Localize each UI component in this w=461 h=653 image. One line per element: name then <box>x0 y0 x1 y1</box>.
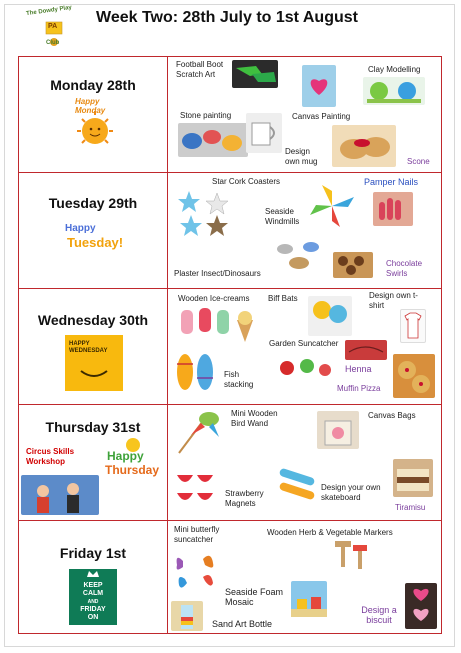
star-icon <box>177 189 233 237</box>
star-coasters-image <box>177 189 233 237</box>
bottle-icon <box>171 601 203 631</box>
activity-seaside-windmills: Seaside Windmills <box>265 207 300 226</box>
column-divider <box>167 57 168 633</box>
graphic-word-1: Happy <box>107 449 144 463</box>
painted-stones-image <box>178 123 248 157</box>
strawberry-magnets-image <box>173 467 219 509</box>
club-logo <box>24 4 84 50</box>
activity-clay-modelling: Clay Modelling <box>368 65 421 74</box>
stone-icon <box>178 123 248 157</box>
activity-star-cork-coasters: Star Cork Coasters <box>212 177 281 186</box>
plaster-insects-image <box>271 237 331 275</box>
butterfly-image <box>173 551 217 591</box>
activity-stone-painting: Stone painting <box>180 111 232 120</box>
scone-icon <box>332 125 396 167</box>
activity-plaster-insect: Plaster Insect/Dinosaurs <box>174 269 261 278</box>
activity-fish-stacking: Fish stacking <box>224 370 254 389</box>
day-label-wednesday: Wednesday 30th <box>37 312 149 328</box>
herb-markers-image <box>331 537 371 571</box>
activity-mini-wooden-bird-wand: Mini Wooden Bird Wand <box>231 409 278 428</box>
bag-icon <box>317 411 359 449</box>
graphic-word-2: Thursday <box>105 463 160 477</box>
activity-garden-suncatcher: Garden Suncatcher <box>269 339 339 348</box>
activity-football-boot: Football Boot Scratch Art <box>176 60 224 79</box>
windmill-icon <box>304 181 360 231</box>
activity-henna: Henna <box>345 364 372 374</box>
activity-sand-art-bottle: Sand Art Bottle <box>212 619 273 629</box>
bat-icon <box>308 296 352 336</box>
graphic-word-2: WEDNESDAY <box>69 348 108 354</box>
fish-icon <box>171 350 221 394</box>
heart-icon <box>302 65 336 107</box>
clay-snails-image <box>363 77 425 105</box>
activity-scone: Scone <box>407 157 430 166</box>
graphic-line-1: KEEP <box>83 582 103 589</box>
boot-art-image <box>232 60 278 88</box>
activity-muffin-pizza: Muffin Pizza <box>337 384 381 393</box>
activity-skateboard: Design your own skateboard <box>321 483 381 502</box>
bird-icon <box>173 407 227 457</box>
marker-icon <box>331 537 371 571</box>
activity-tiramisu: Tiramisu <box>395 503 426 512</box>
fish-stacking-image <box>171 350 221 394</box>
activity-circus-skills: Circus Skills Workshop <box>26 447 75 466</box>
biff-bats-image <box>308 296 352 336</box>
ice-cream-icon <box>177 306 261 346</box>
dinosaur-icon <box>271 237 331 275</box>
snail-icon <box>363 77 425 105</box>
activity-mini-butterfly-suncatcher: Mini butterfly suncatcher <box>174 525 220 544</box>
graphic-line-5: ON <box>87 614 99 621</box>
timetable-grid <box>18 56 442 634</box>
tshirt-icon <box>401 310 425 342</box>
muffin-pizza-image <box>393 354 435 398</box>
logo-line2: Club <box>46 40 60 46</box>
chocolate-swirls-image <box>333 252 373 278</box>
pizza-icon <box>393 354 435 398</box>
suncatcher-image <box>277 352 335 384</box>
activity-herb-markers: Wooden Herb & Vegetable Markers <box>267 528 393 537</box>
henna-image <box>345 340 387 360</box>
strawberry-icon <box>173 467 219 509</box>
activity-design-mug: Design own mug <box>285 147 318 166</box>
logo-badge: PA <box>48 23 58 30</box>
boot-icon <box>232 60 278 88</box>
activity-canvas-painting: Canvas Painting <box>292 112 351 121</box>
henna-hand-icon <box>345 340 387 360</box>
happy-thursday-graphic <box>99 435 165 487</box>
nails-image <box>373 192 413 226</box>
house-icon <box>291 581 327 617</box>
foam-mosaic-image <box>291 581 327 617</box>
heart-biscuit-icon <box>405 583 437 629</box>
butterfly-icon <box>173 551 217 591</box>
canvas-bag-image <box>317 411 359 449</box>
activity-design-tshirt: Design own t-shirt <box>369 291 418 310</box>
smile-icon <box>65 335 123 391</box>
bird-wand-image <box>173 407 227 457</box>
graphic-line-4: FRIDAY <box>80 606 106 613</box>
activity-seaside-foam-mosaic: Seaside Foam Mosaic <box>225 587 284 607</box>
row-divider <box>19 404 441 405</box>
row-divider <box>19 520 441 521</box>
sand-art-image <box>171 601 203 631</box>
hand-icon <box>373 192 413 226</box>
graphic-line-2: CALM <box>82 590 104 597</box>
day-label-thursday: Thursday 31st <box>45 419 141 435</box>
graphic-word-1: HAPPY <box>69 341 90 347</box>
happy-tuesday-graphic <box>63 223 133 259</box>
graphic-line-3: AND <box>87 599 99 605</box>
row-divider <box>19 288 441 289</box>
activity-chocolate-swirls: Chocolate Swirls <box>386 259 423 278</box>
graphic-word-1: Happy <box>65 223 96 234</box>
activity-pamper-nails: Pamper Nails <box>364 177 419 187</box>
activity-design-biscuit: Design a biscuit <box>361 605 397 625</box>
day-label-tuesday: Tuesday 29th <box>48 195 138 211</box>
tshirt-image <box>400 309 426 343</box>
graphic-word-2: Tuesday! <box>67 235 124 250</box>
mug-icon <box>246 113 282 153</box>
crown-icon <box>69 569 117 579</box>
graphic-word-1: Happy <box>75 97 100 106</box>
happy-wednesday-graphic <box>65 335 123 391</box>
graphic-word-2: Monday <box>75 106 106 115</box>
activity-biff-bats: Biff Bats <box>268 294 298 303</box>
activity-wooden-ice-creams: Wooden Ice-creams <box>178 294 250 303</box>
logo-line1: The Dowdy Play <box>25 4 73 18</box>
row-divider <box>19 172 441 173</box>
day-label-monday: Monday 28th <box>50 77 136 93</box>
scone-image <box>332 125 396 167</box>
juggler-icon <box>21 475 99 515</box>
week-title: Week Two: 28th July to 1st August <box>96 9 358 26</box>
activity-strawberry-magnets: Strawberry Magnets <box>225 489 264 508</box>
mug-image <box>246 113 282 153</box>
ice-cream-image <box>177 306 261 346</box>
tiramisu-image <box>393 459 433 497</box>
keep-calm-graphic <box>69 569 117 625</box>
canvas-painting-image <box>302 65 336 107</box>
tiramisu-icon <box>393 459 433 497</box>
swirl-icon <box>333 252 373 278</box>
windmill-image <box>304 181 360 231</box>
happy-monday-graphic <box>67 97 123 151</box>
skateboard-icon <box>275 467 319 503</box>
circus-photo <box>21 475 99 515</box>
day-label-friday: Friday 1st <box>59 545 127 561</box>
ladybird-icon <box>277 352 335 384</box>
activity-canvas-bags: Canvas Bags <box>368 411 416 420</box>
skateboard-image <box>275 467 319 503</box>
biscuit-image <box>405 583 437 629</box>
